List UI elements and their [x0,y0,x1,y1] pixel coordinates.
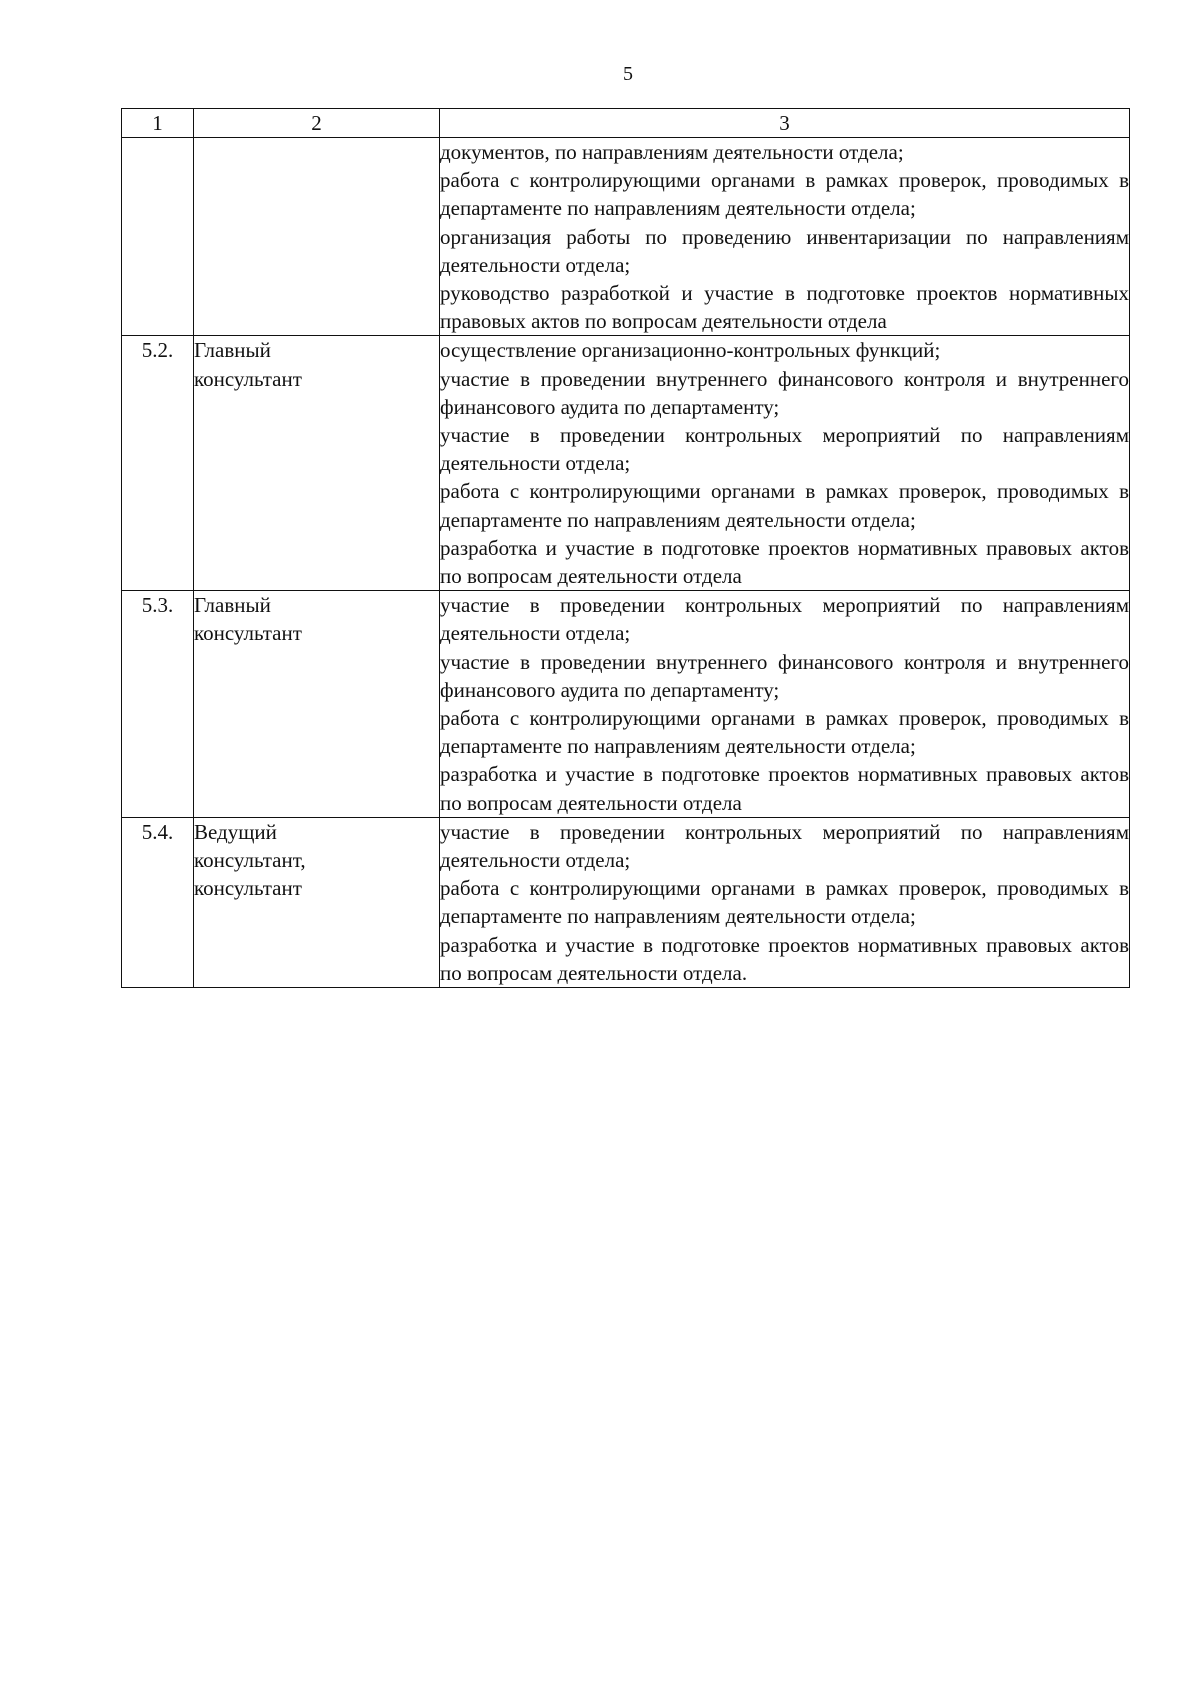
duty-item: работа с контролирующими органами в рамках проверок, проводимых в департаменте по направлениям деятельности отдела; [440,706,1129,759]
row-number: 5.4. [122,817,194,987]
position-line: консультант [194,876,302,901]
duties-cell [440,336,1130,591]
table-row [122,138,1130,336]
page-number: 5 [623,63,633,85]
table-row [122,817,1130,987]
column-header-1: 1 [122,109,194,138]
position-cell [194,591,440,818]
table-header [122,109,1130,138]
duties-table [121,108,1130,988]
header-row [122,109,1130,138]
duty-item: участие в проведении внутреннего финансового контроля и внутреннего финансового аудита по департаменту; [440,649,1129,702]
duty-item: участие в проведении контрольных мероприятий по направлениям деятельности отдела; [440,819,1129,873]
duty-item: участие в проведении контрольных мероприятий по направлениям деятельности отдела; [440,593,1129,646]
position-line: Ведущий [194,819,277,844]
duty-item: разработка и участие в подготовке проектов нормативных правовых актов по вопросам деятельности отдела [440,762,1129,815]
duty-item: участие в проведении внутреннего финансового контроля и внутреннего финансового аудита по департаменту; [440,366,1129,419]
row-number: 5.3. [122,591,194,818]
position-cell [194,817,440,987]
duty-item: разработка и участие в подготовке проектов нормативных правовых актов по вопросам деятельности отдела. [440,932,1129,985]
duty-item: руководство разработкой и участие в подготовке проектов нормативных правовых актов по вопросам деятельности отдела [440,281,1129,334]
duty-item: осуществление организационно-контрольных функций; [440,338,941,363]
position-line: консультант, [194,848,306,873]
column-header-2: 2 [194,109,440,138]
duty-item: работа с контролирующими органами в рамках проверок, проводимых в департаменте по направлениям деятельности отдела; [440,168,1129,221]
duties-cell [440,817,1130,987]
duty-item: организация работы по проведению инвентаризации по направлениям деятельности отдела; [440,224,1129,277]
column-header-3: 3 [440,109,1130,138]
duty-item: работа с контролирующими органами в рамках проверок, проводимых в департаменте по направлениям деятельности отдела; [440,876,1129,929]
table-row [122,336,1130,591]
position-cell [194,138,440,336]
duties-cell [440,138,1130,336]
duty-item: участие в проведении контрольных мероприятий по направлениям деятельности отдела; [440,423,1129,476]
duty-item: разработка и участие в подготовке проектов нормативных правовых актов по вопросам деятельности отдела [440,535,1129,589]
row-number: 5.2. [122,336,194,591]
position-cell [194,336,440,591]
row-number [122,138,194,336]
table-body [122,138,1130,988]
position-line: Главный [194,593,271,618]
table-row [122,591,1130,818]
position-line: консультант [194,621,302,646]
duty-item: документов, по направлениям деятельности отдела; [440,140,904,164]
position-line: Главный [194,338,271,363]
duties-cell [440,591,1130,818]
position-line: консультант [194,366,302,391]
duty-item: работа с контролирующими органами в рамках проверок, проводимых в департаменте по направлениям деятельности отдела; [440,479,1129,532]
